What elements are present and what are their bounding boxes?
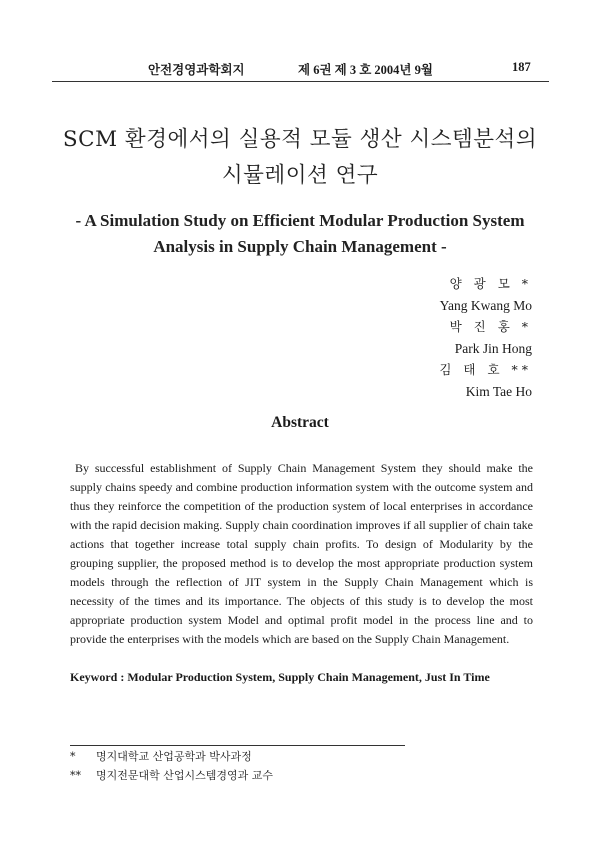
author-2-english: Park Jin Hong (454, 340, 532, 356)
korean-title-line-2: 시뮬레이션 연구 (221, 163, 379, 188)
page-number: 187 (512, 60, 531, 74)
author-1-english: Yang Kwang Mo (439, 297, 532, 313)
abstract-heading: Abstract (271, 414, 329, 431)
running-header (0, 60, 600, 80)
footnotes (70, 747, 273, 785)
author-block (439, 273, 532, 402)
footnote-1-text: 명지대학교 산업공학과 박사과정 (96, 750, 252, 763)
korean-title-line-1: SCM 환경에서의 실용적 모듈 생산 시스템분석의 (62, 127, 538, 152)
journal-name: 안전경영과학회지 (148, 63, 245, 77)
korean-title (0, 122, 600, 194)
english-title-line-1: - A Simulation Study on Efficient Modular Production System (75, 211, 525, 230)
footnote-2 (70, 766, 273, 785)
footnote-divider (70, 745, 405, 746)
english-title-line-2: Analysis in Supply Chain Management - (153, 237, 447, 256)
keywords: Keyword : Modular Production System, Supply Chain Management, Just In Time (70, 670, 490, 684)
author-3-english: Kim Tae Ho (465, 383, 532, 399)
author-3-korean: 김 태 호 ** (439, 362, 532, 377)
footnote-1 (70, 747, 273, 766)
abstract-body: By successful establishment of Supply Chain Management System they should make the supply chains speedy and combine production information system with the outcome system and thus they reinforce the competition of the production system of local enterprises in accordance with the rapid decision making. Supply chain coordination improves if all supplier of chain take actions that together increase total supply chain profits. To design of Modularity by the grouping supplier, the proposed method is to develop the most appropriate production system models through the reflection of JIT system in the Supply Chain Management which is necessity of the times and its importance. The objects of this study is to develop the most appropriate production system Model and optimal profit model in the process line and to provide the enterprises with the models which are based on the Supply Chain Management. (70, 461, 533, 646)
footnote-2-mark: ** (70, 769, 81, 782)
author-2-korean: 박 진 홍 * (449, 319, 532, 334)
header-divider (52, 81, 549, 82)
english-title (0, 208, 600, 260)
author-1-korean: 양 광 모 * (449, 276, 532, 291)
footnote-1-mark: * (70, 750, 76, 763)
footnote-2-text: 명지전문대학 산업시스템경영과 교수 (96, 769, 274, 782)
issue-info: 제 6권 제 3 호 2004년 9월 (298, 63, 433, 77)
